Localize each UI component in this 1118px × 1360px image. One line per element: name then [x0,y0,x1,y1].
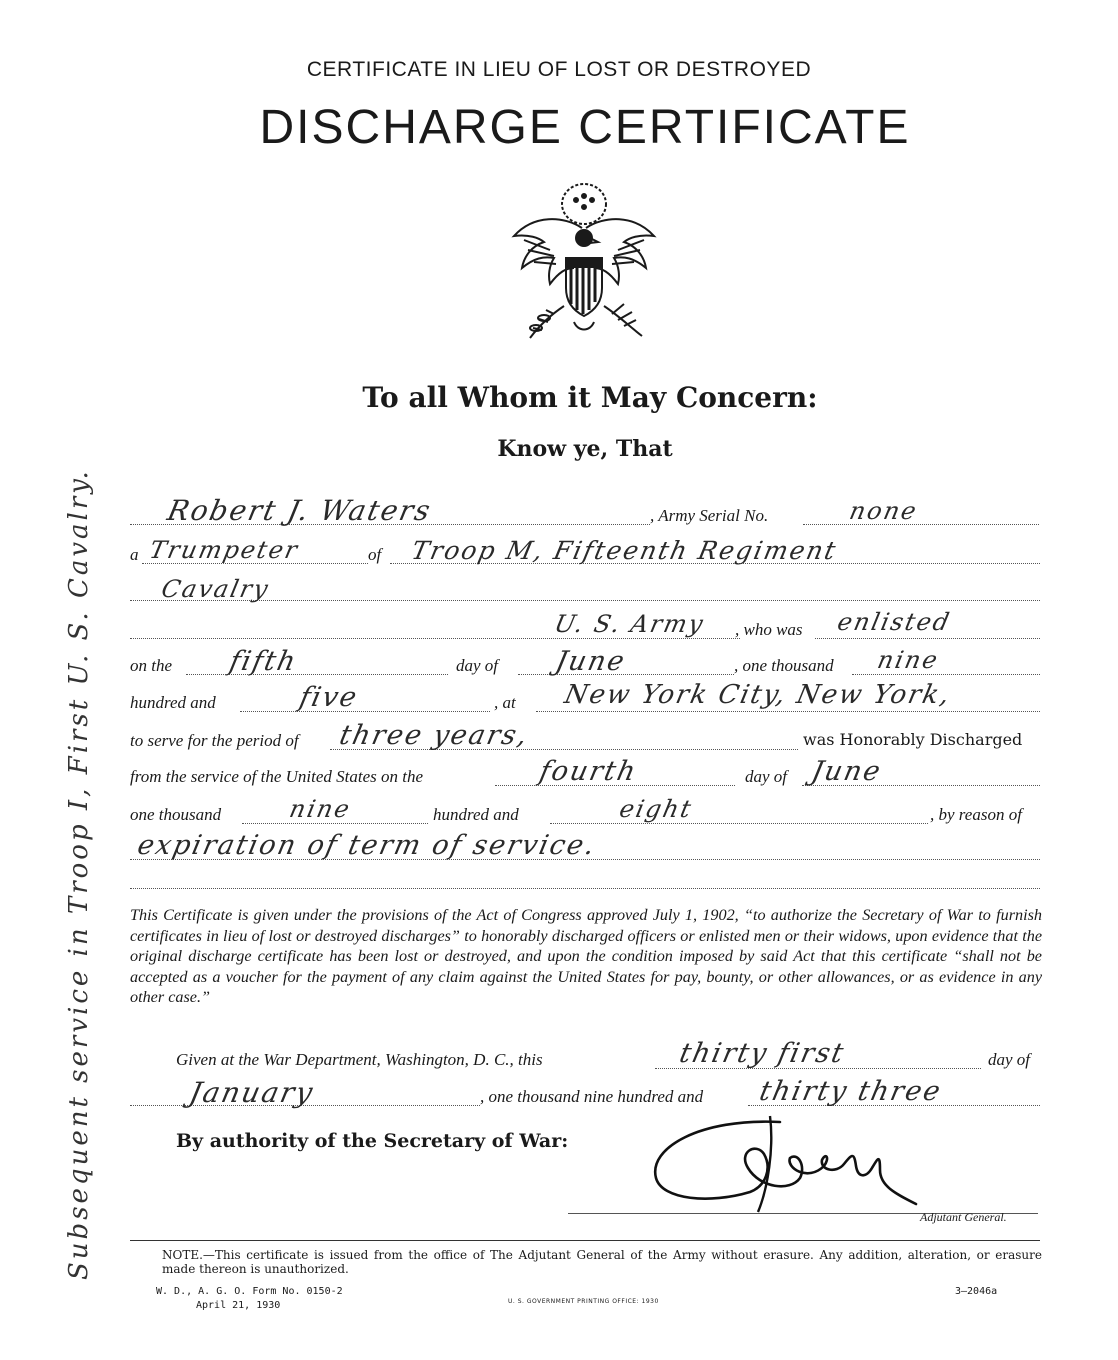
eagle-seal-icon [504,176,664,354]
unit-value: Troop M, Fifteenth Regiment [408,536,840,565]
day-of-label: day of [456,656,499,675]
enlist-century: nine [875,646,942,674]
reason-label: , by reason of [930,805,1022,824]
know-ye-heading: Know ye, That [497,436,673,462]
at-label: , at [494,693,516,712]
blank-line [130,888,1040,889]
adjutant-general-signature [640,1108,930,1218]
statute-paragraph: This Certificate is given under the provisions of the Act of Congress approved July 1, 1902, “to authorize the Secretary of War to furnish certificates in lieu of lost or destroyed discharges” to honorably discharged officers or enlisted men or their widows, upon evidence that the original discharge certificate has been lost or destroyed, and upon the condition imposed by said Act that this certificate “shall not be accepted as a voucher for the payment of any claim against the United States for pay, bounty, or other allowances, or as evidence in any other case.” [130,906,1042,1006]
form-number: W. D., A. G. O. Form No. 0150-2 [156,1286,343,1297]
honorably-label: was Honorably Discharged [803,730,1023,749]
discharge-month: June [808,756,885,787]
army-value: U. S. Army [552,610,708,638]
rank-value: Trumpeter [147,536,302,564]
given-year-label: , one thousand nine hundred and [480,1087,704,1106]
reason-value: expiration of term of service. [134,830,600,861]
authority-line: By authority of the Secretary of War: [176,1130,569,1152]
certificate-subtitle: CERTIFICATE IN LIEU OF LOST OR DESTROYED [306,58,812,81]
who-was-line [815,638,1040,639]
one-thousand-label: , one thousand [734,656,834,675]
given-day-of-label: day of [988,1050,1031,1069]
soldier-name: Robert J. Waters [164,494,435,527]
day-of-label-2: day of [745,767,788,786]
who-was-label: , who was [735,620,803,639]
footer-note: NOTE.—This certificate is issued from the office of The Adjutant General of the Army without erasure. Any addition, alteration, or erasure made thereon is unauthorized. [162,1248,1042,1276]
form-date: April 21, 1930 [196,1300,281,1311]
line2-prefix: a [130,545,139,564]
enlist-month: June [552,646,629,677]
serial-label: , Army Serial No. [650,506,769,525]
given-month: January [186,1076,318,1109]
discharge-day: fourth [536,756,641,787]
footer-divider [130,1240,1040,1241]
who-was-value: enlisted [835,608,954,636]
enlist-place: New York City, New York, [561,680,954,710]
given-day: thirty first [676,1038,849,1069]
discharge-century: nine [287,795,354,823]
signature-title: Adjutant General. [920,1210,1007,1224]
print-code: 3—2046a [955,1286,998,1297]
enlist-century-line [852,674,1040,675]
discharge-year-line [550,823,928,824]
serial-line [803,524,1039,525]
unit-cont-value: Cavalry [159,575,273,603]
place-line [536,711,1040,712]
enlist-day: fifth [226,646,301,677]
greeting-heading: To all Whom it May Concern: [362,381,818,414]
certificate-title: DISCHARGE CERTIFICATE [259,101,911,154]
discharge-century-line [242,823,428,824]
given-label: Given at the War Department, Washington, D. C., this [176,1050,543,1069]
serial-value: none [847,497,921,525]
margin-annotation: Subsequent service in Troop I, First U. S. Cavalry. [64,468,94,1280]
given-year: thirty three [756,1076,945,1107]
enlist-year-line [240,711,490,712]
period-value: three years, [336,720,532,751]
enlist-day-line [186,674,448,675]
hundred-and-label-2: hundred and [433,805,519,824]
discharge-year: eight [617,795,696,823]
from-service-label: from the service of the United States on the [130,767,424,786]
of-label: of [368,545,382,564]
one-thousand-label-2: one thousand [130,805,222,824]
on-the-label: on the [130,656,173,675]
enlist-month-line [518,674,734,675]
printing-office: U. S. GOVERNMENT PRINTING OFFICE: 1930 [508,1298,659,1305]
hundred-and-label: hundred and [130,693,216,712]
army-line [130,638,740,639]
enlist-year: five [296,682,362,713]
serve-label: to serve for the period of [130,731,299,750]
